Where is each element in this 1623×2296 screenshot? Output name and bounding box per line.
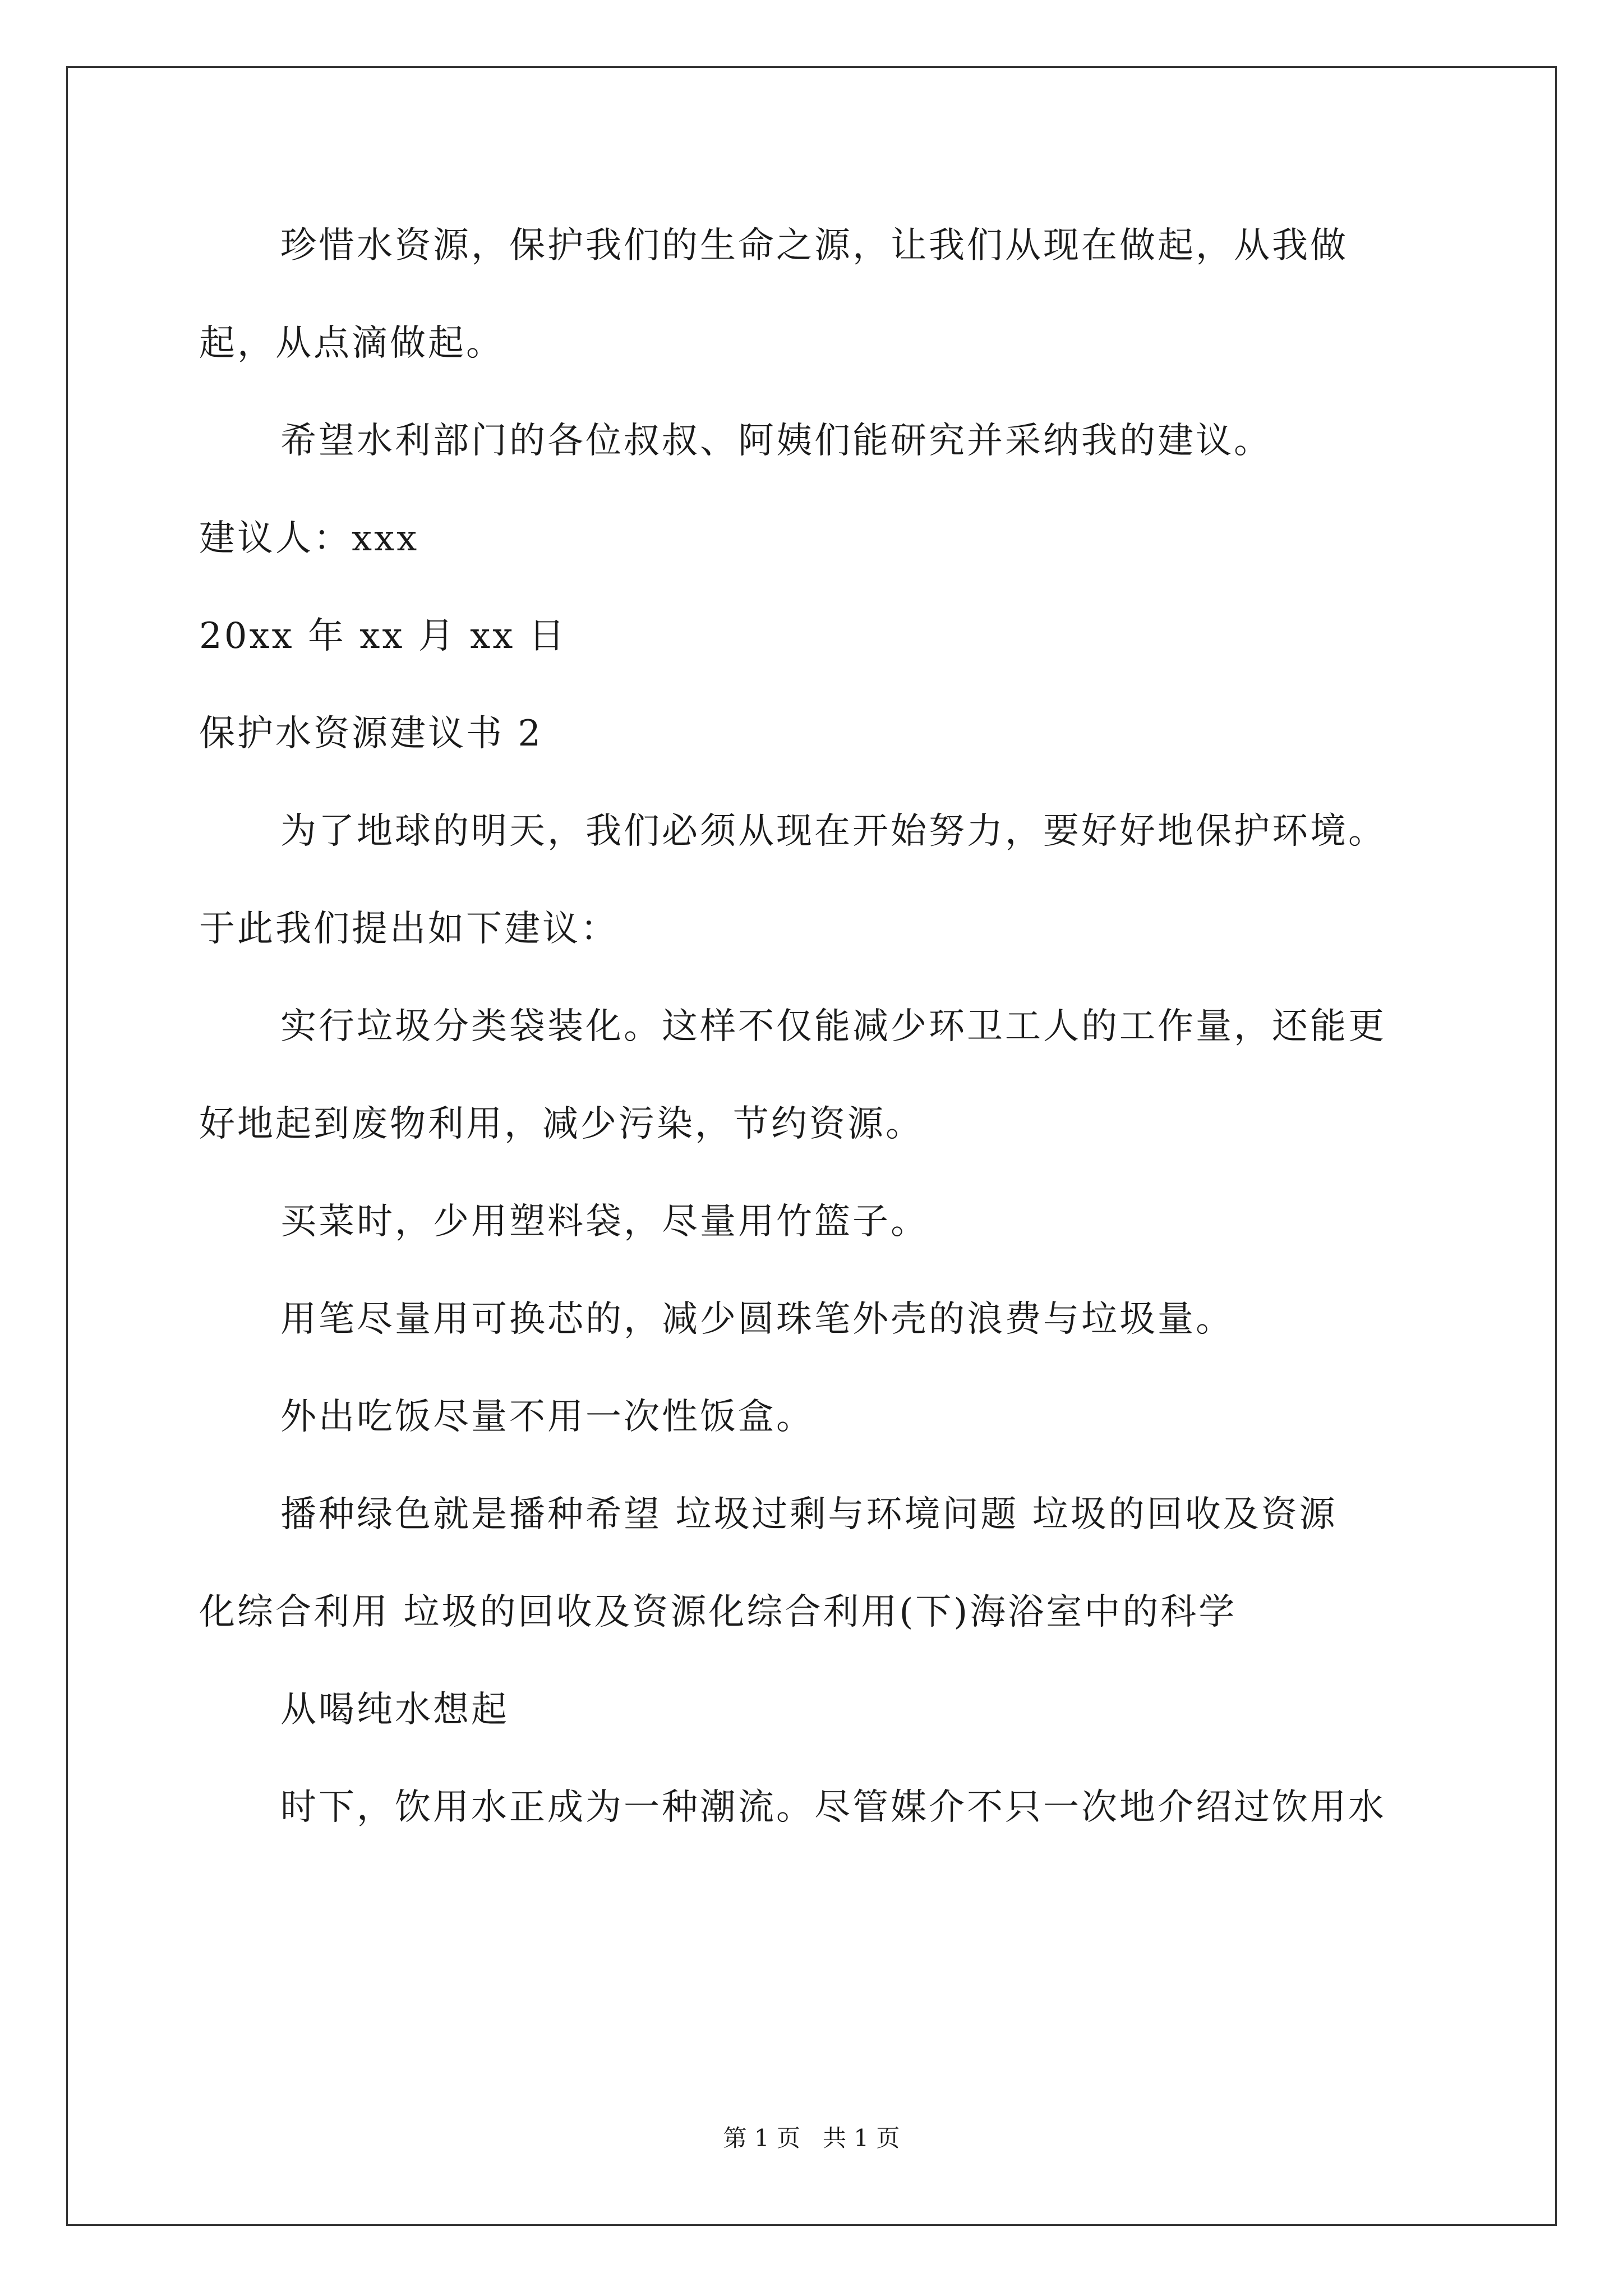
paragraph-line: 买菜时，少用塑料袋，尽量用竹篮子。 — [280, 1201, 929, 1243]
paragraph-line: 播种绿色就是播种希望 垃圾过剩与环境问题 垃圾的回收及资源 — [280, 1494, 1338, 1535]
page-total: 共 1 页 — [823, 2124, 900, 2152]
paragraph-line: 实行垃圾分类袋装化。这样不仅能减少环卫工人的工作量，还能更 — [280, 1006, 1386, 1047]
paragraph-line: 希望水利部门的各位叔叔、阿姨们能研究并采纳我的建议。 — [280, 420, 1272, 462]
date-line: 20xx 年 xx 月 xx 日 — [199, 615, 567, 657]
paragraph-line: 好地起到废物利用，减少污染，节约资源。 — [199, 1103, 924, 1145]
paragraph-line: 用笔尽量用可换芯的，减少圆珠笔外壳的浪费与垃圾量。 — [280, 1299, 1234, 1340]
signature-line: 建议人：xxx — [199, 518, 419, 559]
page-number: 第 1 页 — [723, 2124, 800, 2152]
paragraph-line: 起，从点滴做起。 — [199, 323, 504, 364]
page-footer — [0, 2122, 1623, 2155]
section-title: 保护水资源建议书 2 — [199, 713, 543, 754]
document-body — [199, 219, 1433, 1878]
paragraph-line: 化综合利用 垃圾的回收及资源化综合利用(下)海浴室中的科学 — [199, 1591, 1237, 1633]
paragraph-line: 从喝纯水想起 — [280, 1689, 509, 1731]
paragraph-line: 珍惜水资源，保护我们的生命之源，让我们从现在做起，从我做 — [280, 225, 1348, 266]
paragraph-line: 外出吃饭尽量不用一次性饭盒。 — [280, 1396, 814, 1438]
paragraph-line: 于此我们提出如下建议： — [199, 908, 619, 950]
paragraph-line: 为了地球的明天，我们必须从现在开始努力，要好好地保护环境。 — [280, 811, 1386, 852]
paragraph-line: 时下，饮用水正成为一种潮流。尽管媒介不只一次地介绍过饮用水 — [280, 1787, 1386, 1828]
